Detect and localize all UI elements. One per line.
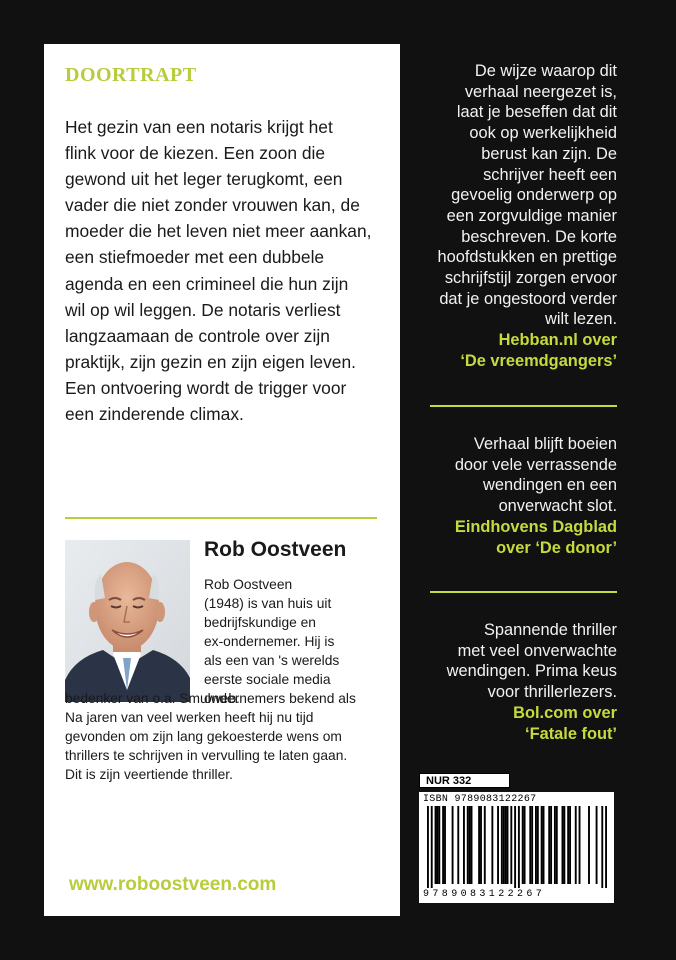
author-website: www.roboostveen.com bbox=[69, 874, 277, 895]
barcode-bar bbox=[524, 806, 526, 884]
barcode-bar bbox=[563, 806, 565, 884]
barcode-bars bbox=[427, 806, 607, 888]
bio-line: bedenker van o.a. Smulweb. bbox=[65, 691, 240, 706]
review-line: een zorgvuldige manier bbox=[446, 206, 617, 225]
barcode-bar bbox=[438, 806, 440, 884]
barcode-bar bbox=[537, 806, 539, 884]
isbn-label: ISBN 9789083122267 bbox=[423, 794, 537, 805]
bio-line: Na jaren van veel werken heeft hij nu tijd bbox=[65, 710, 314, 725]
review-source: ‘De vreemdgangers’ bbox=[460, 351, 617, 370]
barcode-bar bbox=[535, 806, 537, 884]
blurb-line: langzaamaan de controle over zijn bbox=[65, 325, 330, 346]
blurb-line: een zinderende climax. bbox=[65, 404, 244, 425]
bio-line: thrillers te schrijven in vervulling te laten gaan. bbox=[65, 748, 348, 763]
review-hebban bbox=[437, 61, 617, 372]
review-source: over ‘De donor’ bbox=[496, 538, 617, 557]
bio-line: gevonden om zijn lang gekoesterde wens om bbox=[65, 729, 342, 744]
review-line: berust kan zijn. De bbox=[481, 144, 617, 163]
review-line: De wijze waarop dit bbox=[474, 62, 617, 80]
review-line: met veel onverwachte bbox=[457, 641, 617, 660]
barcode-bar bbox=[503, 806, 505, 884]
review-line: schrijver heeft een bbox=[483, 165, 617, 184]
review-source: Bol.com over bbox=[513, 703, 617, 722]
barcode-bar bbox=[452, 806, 454, 884]
barcode-bar bbox=[529, 806, 531, 884]
barcode-bar bbox=[562, 806, 564, 884]
barcode-bar bbox=[569, 806, 571, 884]
barcode-bar bbox=[550, 806, 552, 884]
barcode-bar bbox=[605, 806, 607, 888]
barcode-bar bbox=[541, 806, 543, 884]
review-line: Spannende thriller bbox=[483, 621, 617, 639]
barcode-bar bbox=[480, 806, 482, 884]
barcode-bar bbox=[471, 806, 473, 884]
review-line: laat je beseffen dat dit bbox=[456, 103, 617, 122]
review-line: onverwacht slot. bbox=[498, 497, 617, 516]
barcode-bar bbox=[431, 806, 433, 888]
barcode-bar bbox=[514, 806, 516, 888]
review-divider bbox=[430, 591, 617, 593]
review-line: door vele verrassende bbox=[454, 455, 617, 474]
review-eindhovens-dagblad bbox=[455, 434, 617, 558]
barcode-bar bbox=[518, 806, 520, 888]
review-line: Verhaal blijft boeien bbox=[473, 435, 617, 453]
barcode-bar bbox=[554, 806, 556, 884]
blurb-line: Het gezin van een notaris krijgt het bbox=[65, 117, 333, 137]
review-line: beschreven. De korte bbox=[461, 227, 617, 246]
barcode-bar bbox=[501, 806, 503, 884]
review-line: voor thrillerlezers. bbox=[487, 683, 617, 702]
barcode-bar bbox=[588, 806, 590, 884]
barcode-bar bbox=[601, 806, 603, 888]
blurb-line: gewond uit het leger terugkomt, een bbox=[65, 169, 343, 190]
blurb-line: praktijk, zijn gezin en zijn eigen leven. bbox=[65, 351, 356, 372]
bio-line: ondernemers bekend als bbox=[204, 691, 356, 706]
bio-line: bedrijfskundige en bbox=[204, 615, 316, 630]
review-line: ook op werkelijkheid bbox=[469, 124, 617, 143]
review-source: Eindhovens Dagblad bbox=[454, 517, 617, 536]
review-line: wendingen. Prima keus bbox=[446, 662, 617, 681]
barcode-bar bbox=[556, 806, 558, 884]
review-line: dat je ongestoord verder bbox=[439, 289, 617, 308]
barcode-bar bbox=[436, 806, 438, 884]
review-line: schrijfstijl zorgen ervoor bbox=[444, 269, 617, 288]
review-line: verhaal neergezet is, bbox=[464, 82, 617, 101]
review-source: ‘Fatale fout’ bbox=[525, 724, 617, 743]
bio-line: Dit is zijn veertiende thriller. bbox=[65, 767, 233, 782]
section-divider bbox=[65, 517, 377, 519]
barcode-bar bbox=[522, 806, 524, 884]
bio-line: (1948) is van huis uit bbox=[204, 596, 332, 611]
barcode-bar bbox=[491, 806, 493, 884]
barcode-bar bbox=[543, 806, 545, 884]
barcode-bar bbox=[442, 806, 444, 884]
barcode-bar bbox=[469, 806, 471, 884]
bio-line: als een van 's werelds bbox=[204, 653, 340, 668]
blurb-line: wil op wil leggen. De notaris verliest bbox=[65, 299, 341, 320]
barcode-bar bbox=[507, 806, 509, 884]
barcode-bar bbox=[567, 806, 569, 884]
barcode-bar bbox=[478, 806, 480, 884]
bio-line: Rob Oostveen bbox=[204, 577, 293, 592]
nur-code: NUR 332 bbox=[419, 773, 510, 788]
barcode-bar bbox=[505, 806, 507, 884]
blurb-line: moeder die het leven niet meer aankan, bbox=[65, 221, 372, 242]
barcode-digits: 9789083122267 bbox=[423, 889, 546, 900]
review-line: wendingen en een bbox=[483, 476, 617, 495]
bio-line: ex-ondernemer. Hij is bbox=[204, 634, 335, 649]
author-bio-full bbox=[65, 689, 347, 784]
barcode-bar bbox=[575, 806, 577, 884]
author-photo bbox=[65, 540, 190, 702]
barcode-bar bbox=[463, 806, 465, 884]
author-name: Rob Oostveen bbox=[204, 538, 347, 561]
review-divider bbox=[430, 405, 617, 407]
barcode-bar bbox=[444, 806, 446, 884]
barcode-bar bbox=[531, 806, 533, 884]
barcode-bar bbox=[579, 806, 581, 884]
review-line: wilt lezen. bbox=[545, 310, 617, 329]
blurb-line: vader die niet zonder vrouwen kan, de bbox=[65, 195, 360, 216]
barcode-bar bbox=[596, 806, 598, 884]
barcode-bar bbox=[427, 806, 429, 888]
blurb-line: flink voor de kiezen. Een zoon die bbox=[65, 143, 326, 164]
review-line: gevoelig onderwerp op bbox=[451, 186, 617, 205]
barcode-bar bbox=[548, 806, 550, 884]
bio-line: eerste sociale media bbox=[204, 672, 331, 687]
review-line: hoofdstukken en prettige bbox=[437, 248, 617, 267]
blurb-line: Een ontvoering wordt de trigger voor bbox=[65, 377, 347, 398]
barcode-bar bbox=[484, 806, 486, 884]
book-title: DOORTRAPT bbox=[65, 64, 197, 86]
barcode-bar bbox=[467, 806, 469, 884]
review-bol bbox=[447, 620, 617, 744]
review-source: Hebban.nl over bbox=[498, 331, 617, 350]
barcode-bar bbox=[457, 806, 459, 884]
blurb-line: agenda en een crimineel die hun zijn bbox=[65, 273, 349, 294]
book-blurb bbox=[65, 114, 385, 427]
barcode-bar bbox=[435, 806, 437, 884]
blurb-line: een stiefmoeder met een dubbele bbox=[65, 247, 325, 268]
barcode-bar bbox=[497, 806, 499, 884]
barcode-bar bbox=[510, 806, 512, 884]
isbn-barcode bbox=[419, 792, 614, 903]
